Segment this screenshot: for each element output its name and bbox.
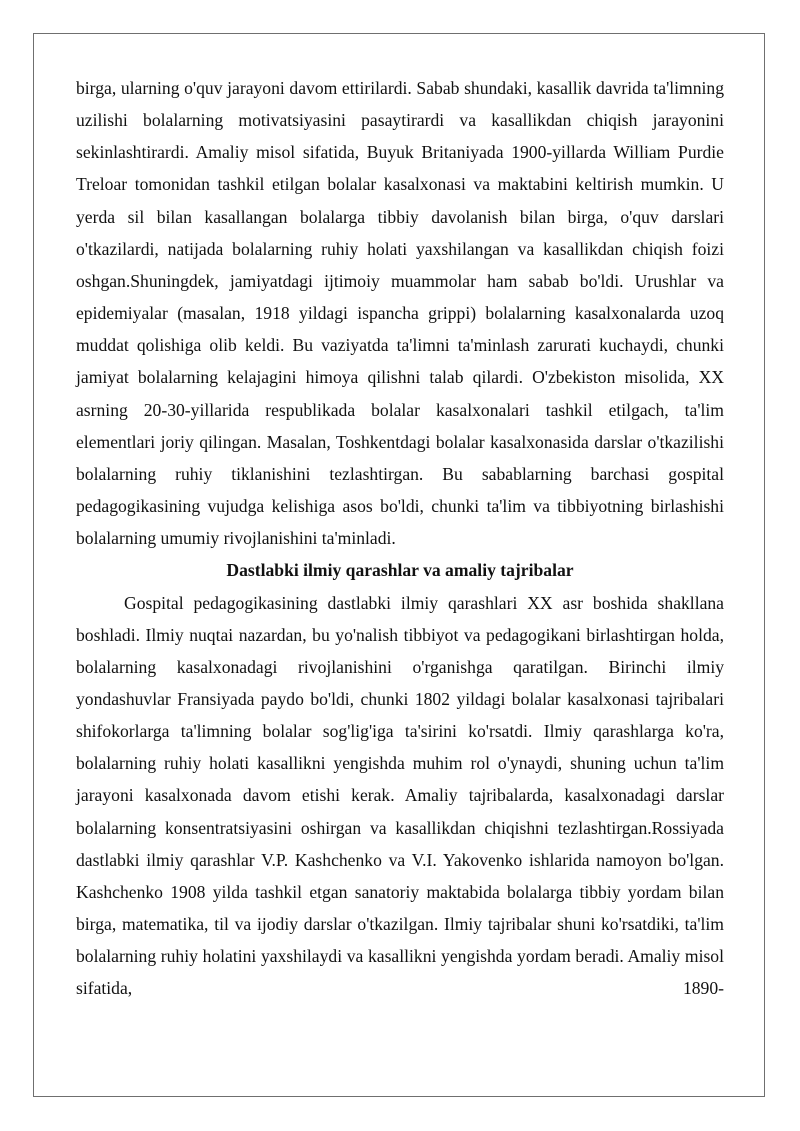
paragraph-2: Gospital pedagogikasining dastlabki ilmiy qarashlari XX asr boshida shakllana boshladi. Ilmiy nuqtai nazardan, bu yo'nalish tibbiyot va pedagogikani birlashtirgan holda, bolalarning kasalxonadagi rivojlanishini o'rganishga qaratilgan. Birinchi ilmiy yondashuvlar Fransiyada paydo bo'ldi, chunki 1802 yildagi bolalar kasalxonasi tajribalari shifokorlarga ta'limning bolalar sog'lig'iga ta'sirini ko'rsatdi. Ilmiy qarashlarga ko'ra, bolalarning ruhiy holati kasallikni yengishda muhim rol o'ynaydi, shuning uchun ta'lim jarayoni kasalxonada davom etishi kerak. Amaliy tajribalarda, kasalxonadagi darslar bolalarning konsentratsiyasini oshirgan va kasallikdan chiqishni tezlashtirgan.Rossiyada dastlabki ilmiy qarashlar V.P. Kashchenko va V.I. Yakovenko ishlarida namoyon bo'lgan. Kashchenko 1908 yilda tashkil etgan sanatoriy maktabida bolalarga tibbiy yordam bilan birga, matematika, til va ijodiy darslar o'tkazilgan. Ilmiy tajribalar shuni ko'rsatdiki, ta'lim bolalarning ruhiy holatini yaxshilaydi va kasallikni yengishda yordam beradi. Amaliy misol sifatida, 1890- [76,592,724,999]
document-body [76,72,724,1005]
paragraph-1: birga, ularning o'quv jarayoni davom ettirilardi. Sabab shundaki, kasallik davrida ta'limning uzilishi bolalarning motivatsiyasini pasaytirardi va kasallikdan chiqish jarayonini sekinlashtirardi. Amaliy misol sifatida, Buyuk Britaniyada 1900-yillarda William Purdie Treloar tomonidan tashkil etilgan bolalar kasalxonasi va maktabini keltirish mumkin. U yerda sil bilan kasallangan bolalarga tibbiy davolanish bilan birga, o'quv darslari o'tkazilardi, natijada bolalarning ruhiy holati yaxshilangan va kasallikdan chiqish foizi oshgan.Shuningdek, jamiyatdagi ijtimoiy muammolar ham sabab bo'ldi. Urushlar va epidemiyalar (masalan, 1918 yildagi ispancha grippi) bolalarning kasalxonalarda uzoq muddat qolishiga olib keldi. Bu vaziyatda ta'limni ta'minlash zarurati kuchaydi, chunki jamiyat bolalarning kelajagini himoya qilishni talab qilardi. O'zbekiston misolida, XX asrning 20-30-yillarida respublikada bolalar kasalxonalari tashkil etilgach, ta'lim elementlari joriy qilingan. Masalan, Toshkentdagi bolalar kasalxonasida darslar o'tkazilishi bolalarning ruhiy tiklanishini tezlashtirgan. Bu sabablarning barchasi gospital pedagogikasining vujudga kelishiga asos bo'ldi, chunki ta'lim va tibbiyotning birlashishi bolalarning umumiy rivojlanishini ta'minladi. [76,78,724,549]
section-heading: Dastlabki ilmiy qarashlar va amaliy tajribalar [226,560,574,581]
